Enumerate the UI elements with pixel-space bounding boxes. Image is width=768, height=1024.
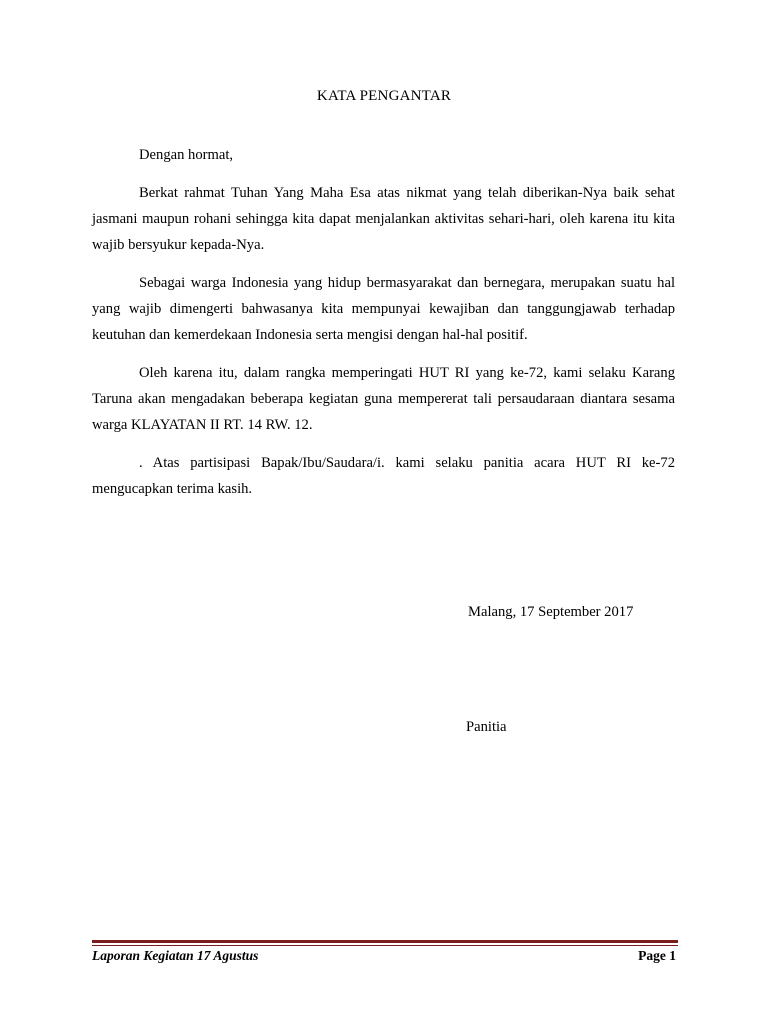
greeting-paragraph: Dengan hormat, <box>139 147 234 163</box>
footer-rule-thin <box>92 945 678 946</box>
paragraph-gratitude: Berkat rahmat Tuhan Yang Maha Esa atas nikmat yang telah diberikan-Nya baik sehat jasmani maupun rohani sehingga kita dapat menjalankan aktivitas sehari-hari, oleh karena itu kita wajib bersyukur kepada-Nya. <box>92 185 675 253</box>
footer-rule <box>92 940 678 943</box>
signer: Panitia <box>466 719 507 735</box>
footer-page-number: Page 1 <box>638 948 676 963</box>
footer-document-title: Laporan Kegiatan 17 Agustus <box>92 948 259 963</box>
paragraph-event: Oleh karena itu, dalam rangka memperingati HUT RI yang ke-72, kami selaku Karang Taruna akan mengadakan beberapa kegiatan guna mempererat tali persaudaraan diantara sesama warga KLAYATAN II RT. 14 RW. 12. <box>92 365 675 433</box>
page-title: KATA PENGANTAR <box>316 88 452 104</box>
paragraph-citizenship: Sebagai warga Indonesia yang hidup bermasyarakat dan bernegara, merupakan suatu hal yang wajib dimengerti bahwasanya kita mempunyai kewajiban dan tanggungjawab terhadap keutuhan dan kemerdekaan Indonesia serta mengisi dengan hal-hal positif. <box>92 275 675 343</box>
place-date: Malang, 17 September 2017 <box>468 604 634 620</box>
paragraph-thanks: . Atas partisipasi Bapak/Ibu/Saudara/i. kami selaku panitia acara HUT RI ke-72 mengucapkan terima kasih. <box>92 455 675 497</box>
letter-body <box>92 142 675 514</box>
